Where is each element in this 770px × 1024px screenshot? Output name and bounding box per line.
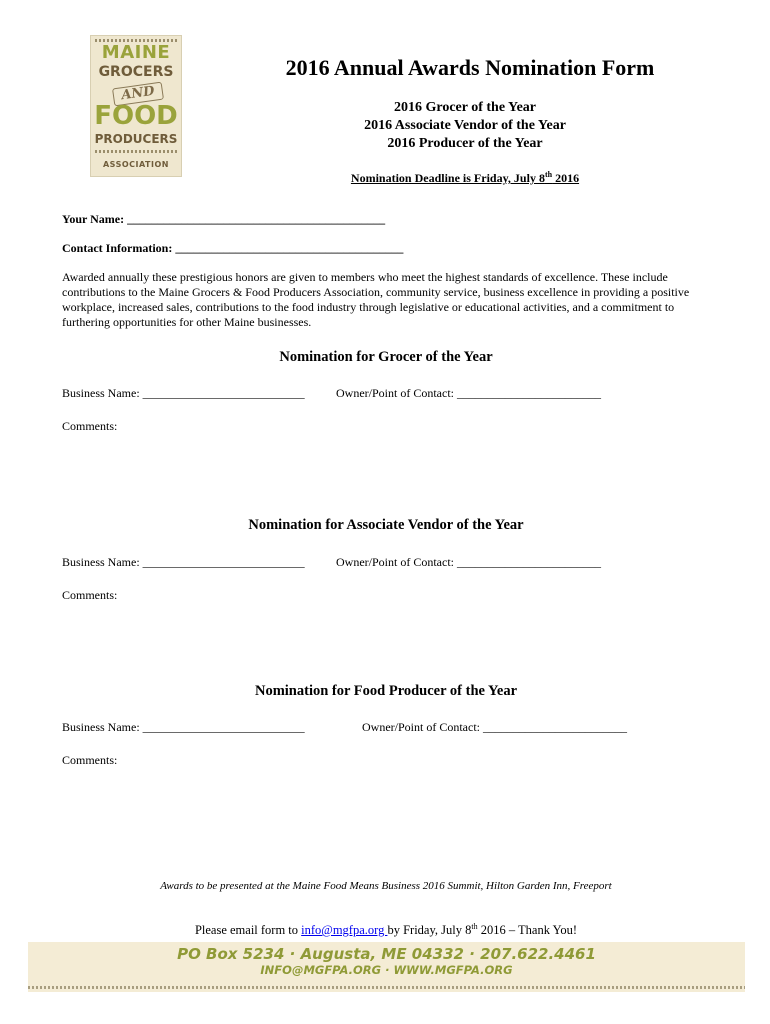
producer-business-name-field[interactable]: Business Name: ___________________________ bbox=[62, 720, 305, 734]
email-link[interactable]: info@mgfpa.org bbox=[301, 923, 388, 938]
footer-stripe bbox=[28, 986, 745, 989]
deadline-sup: th bbox=[544, 170, 553, 179]
logo-producers: PRODUCERS bbox=[94, 132, 178, 146]
grocer-comments-field[interactable]: Comments: bbox=[62, 419, 118, 433]
grocer-business-name-field[interactable]: Business Name: ___________________________ bbox=[62, 386, 305, 400]
email-pre-text: Please email form to bbox=[194, 923, 302, 938]
subtitle-producer: 2016 Producer of the Year bbox=[387, 136, 543, 151]
email-instruction bbox=[62, 922, 710, 938]
email-sup: th bbox=[471, 922, 478, 931]
producer-comments-field[interactable]: Comments: bbox=[62, 753, 118, 767]
subtitle-vendor: 2016 Associate Vendor of the Year bbox=[364, 118, 566, 133]
producer-owner-contact-field[interactable]: Owner/Point of Contact: ________________________ bbox=[362, 720, 627, 734]
association-logo bbox=[90, 35, 182, 177]
section-heading-vendor: Nomination for Associate Vendor of the Year bbox=[248, 517, 524, 533]
logo-mid-stripe bbox=[95, 150, 177, 153]
form-title: 2016 Annual Awards Nomination Form bbox=[285, 55, 655, 80]
footer-banner bbox=[28, 942, 745, 992]
logo-and: AND bbox=[112, 82, 164, 107]
deadline-text: Nomination Deadline is Friday, July 8 bbox=[350, 171, 545, 185]
email-mid-text: by Friday, July 8 bbox=[387, 923, 472, 938]
contact-information-field[interactable]: Contact Information: ______________________________________ bbox=[62, 241, 404, 255]
section-heading-producer: Nomination for Food Producer of the Year bbox=[254, 683, 518, 699]
nomination-deadline bbox=[230, 170, 700, 186]
section-heading-grocer: Nomination for Grocer of the Year bbox=[279, 349, 493, 365]
deadline-year: 2016 bbox=[552, 171, 580, 185]
awards-description: Awarded annually these prestigious honors are given to members who meet the highest standards of excellence. These include contributions to the Maine Grocers & Food Producers Association, community service, business excellence in providing a positive workplace, increased sales, contributions to the food industry through legislative or educational activities, and a commitment to furthering opportunities for other Maine businesses. bbox=[62, 270, 690, 329]
footer-web: INFO@MGFPA.ORG · WWW.MGFPA.ORG bbox=[260, 963, 513, 977]
vendor-business-name-field[interactable]: Business Name: ___________________________ bbox=[62, 555, 305, 569]
logo-food: FOOD bbox=[94, 101, 178, 131]
subtitle-grocer: 2016 Grocer of the Year bbox=[393, 100, 537, 115]
your-name-field[interactable]: Your Name: ___________________________________________ bbox=[62, 212, 386, 226]
vendor-comments-field[interactable]: Comments: bbox=[62, 588, 118, 602]
email-post-text: 2016 – Thank You! bbox=[477, 923, 578, 938]
logo-association: ASSOCIATION bbox=[102, 160, 169, 169]
grocer-owner-contact-field[interactable]: Owner/Point of Contact: ________________________ bbox=[336, 386, 601, 400]
awards-presentation-note: Awards to be presented at the Maine Food Means Business 2016 Summit, Hilton Garden Inn, Freeport bbox=[160, 880, 612, 892]
logo-grocers: GROCERS bbox=[98, 64, 174, 80]
footer-address: PO Box 5234 · Augusta, ME 04332 · 207.622.4461 bbox=[177, 945, 596, 963]
logo-maine: MAINE bbox=[101, 42, 171, 63]
vendor-owner-contact-field[interactable]: Owner/Point of Contact: ________________________ bbox=[336, 555, 601, 569]
